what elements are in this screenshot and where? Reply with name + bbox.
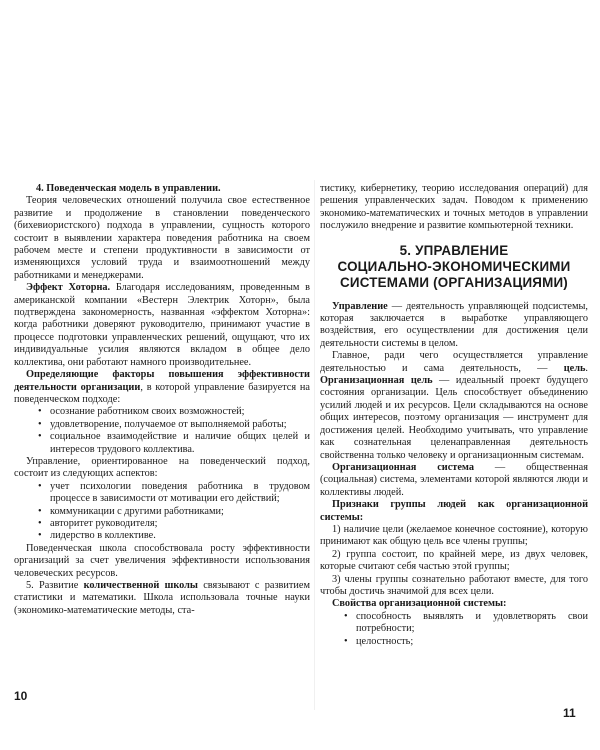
- section-title-line: СИСТЕМАМИ (ОРГАНИЗАЦИЯМИ): [340, 274, 568, 290]
- org-system-text: — общественная (социальная) система, элементами которой являются люди и коллективы людей.: [320, 461, 588, 498]
- paragraph-aspects: Управление, ориентированное на поведенческий подход, состоит из следующих аспектов:: [14, 455, 310, 480]
- goal-text: Главное, ради чего осуществляется управление деятельностью и сама деятельность, —: [320, 350, 588, 374]
- factors-term: Определяющие факторы повышения эффективности деятельности организации: [14, 369, 310, 393]
- list-item: • авторитет руководителя;: [38, 518, 310, 530]
- goal-term: цель: [563, 362, 586, 374]
- list-item: • лидерство в коллективе.: [38, 530, 310, 542]
- list-item: • коммуникации с другими работниками;: [38, 506, 310, 518]
- quant-term: количественной школы: [83, 580, 198, 591]
- aspects-list: [14, 481, 310, 543]
- paragraph-behavioral-school: Поведенческая школа способствовала росту эффективности организаций за счет увеличения эффективности использования человеческих ресурсов.: [14, 542, 310, 579]
- section-4-heading: 4. Поведенческая модель в управлении.: [36, 183, 221, 194]
- paragraph-quantitative-school: [14, 580, 310, 617]
- properties-list: [320, 611, 588, 648]
- section-title-line: 5. УПРАВЛЕНИЕ: [399, 242, 509, 258]
- sign-item: 1) наличие цели (желаемое конечное состояние), которую принимают как общую цель все члены группы;: [320, 523, 588, 548]
- hawthorne-text: Благодаря исследованиям, проведенным в американской компании «Вестерн Электрик Хоторн», была подтверждена закономерность, названная «эффектом Хоторна»: когда работники доверяют руководителю, принимают участие в процессе подготовки управленческих решений, ощущают, что их индивидуальные усилия являются вкладом в общее дело коллектива, они работают намного производительнее.: [14, 282, 310, 368]
- list-item: • целостность;: [344, 636, 588, 648]
- factors-text: , в которой управление базируется на поведенческом подходе:: [14, 381, 310, 405]
- list-item: • осознание работником своих возможностей;: [38, 406, 310, 418]
- management-text: — деятельность управляющей подсистемы, которая заключается в выработке управляющего воздействия, его осуществлении для достижения цели деятельности системы в целом.: [320, 300, 588, 349]
- org-goal-term: Организационная цель: [320, 375, 433, 387]
- paragraph-factors: [14, 369, 310, 406]
- sign-item: 2) группа состоит, по крайней мере, из двух человек, которые считают себя частью этой группы;: [320, 548, 588, 573]
- paragraph-continuation: тистику, кибернетику, теорию исследования операций) для решения управленческих задач. Поводом к применению экономико-математических и точных методов в управлении послужило внедрение и развитие компьютерной техники.: [320, 183, 588, 232]
- properties-heading: Свойства организационной системы:: [332, 598, 507, 610]
- list-item: • учет психологии поведения работника в трудовом процессе в зависимости от мотивации его действий;: [38, 481, 310, 506]
- goal-text: — идеальный проект будущего состояния организации. Цель способствует объединению усилий людей и их ресурсов. Цели складываются на основе общих интересов, поэтому организация — инструмент для достижения целей. Необходимо учитывать, что управление как сознательная целенаправленная деятельность свойственна только человеку и организационным системам.: [320, 375, 588, 461]
- left-page: [14, 183, 310, 617]
- right-page: [320, 183, 588, 648]
- management-term: Управление: [332, 300, 388, 312]
- page-fold: [314, 180, 315, 710]
- paragraph-goal: [320, 350, 588, 462]
- list-item: • способность выявлять и удовлетворять свои потребности;: [344, 611, 588, 636]
- hawthorne-term: Эффект Хоторна.: [26, 282, 111, 294]
- list-item: • удовлетворение, получаемое от выполняемой работы;: [38, 419, 310, 431]
- quant-rest: связывают с развитием статистики и математики. Школа использовала точные науки (экономико-математические методы, ста-: [14, 580, 310, 616]
- factors-list: [14, 406, 310, 456]
- paragraph-management: [320, 301, 588, 351]
- list-item: • социальное взаимодействие и наличие общих целей и интересов трудового коллектива.: [38, 431, 310, 456]
- section-title-line: СОЦИАЛЬНО-ЭКОНОМИЧЕСКИМИ: [337, 258, 571, 274]
- page-number-right: 11: [563, 706, 576, 720]
- paragraph-hawthorne: [14, 282, 310, 369]
- org-system-term: Организационная система: [332, 461, 474, 473]
- signs-heading: Признаки группы людей как организационной системы:: [320, 499, 588, 523]
- goal-text: .: [585, 362, 588, 374]
- page-number-left: 10: [14, 689, 28, 703]
- paragraph-org-system: [320, 462, 588, 499]
- paragraph-human-relations: Теория человеческих отношений получила свое естественное развитие и продолжение в становлении поведенческого (бихевиористского) подхода в управлении, сущность которого состоит в выявлении характера поведения работника на своем рабочем месте и степени продуктивности в зависимости от изменяющихся условий труда и взаимоотношений между работниками и менеджерами.: [14, 195, 310, 281]
- quant-start: 5. Развитие: [26, 580, 84, 591]
- section-5-title: [320, 243, 588, 291]
- sign-item: 3) члены группы сознательно работают вместе, для того чтобы достичь значимой для всех цели.: [320, 573, 588, 597]
